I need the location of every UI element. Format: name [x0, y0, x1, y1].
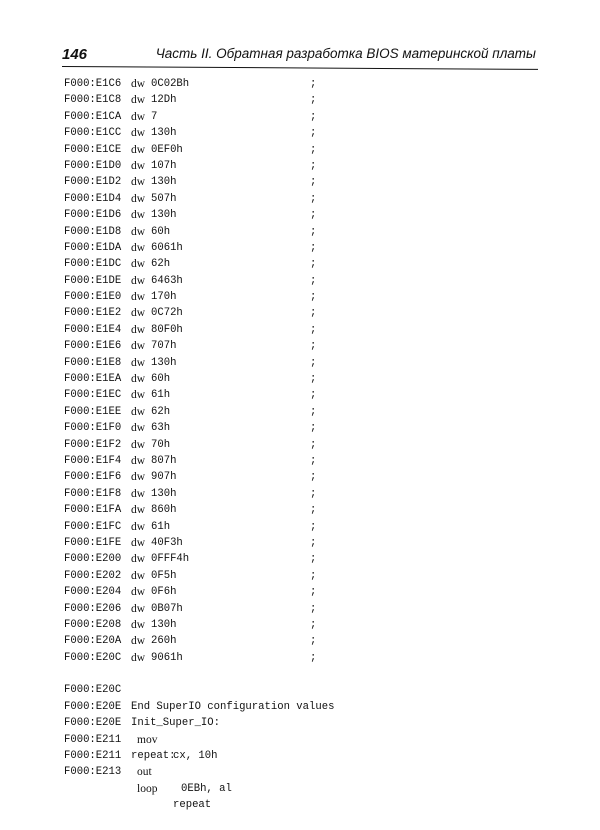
code-line [64, 486, 534, 502]
line-address: F000:E213 [64, 766, 122, 779]
line-argument: 130h [151, 127, 177, 140]
line-comment-mark: ; [310, 471, 317, 484]
line-comment-mark: ; [310, 209, 317, 222]
line-mnemonic: out [137, 766, 152, 779]
line-comment-mark: ; [310, 110, 317, 123]
code-line [64, 76, 534, 92]
line-argument: 860h [151, 504, 177, 517]
line-mnemonic: mov [137, 733, 158, 746]
line-opcode: dw [131, 405, 146, 418]
line-address: F000:E1E2 [64, 307, 122, 320]
line-opcode: dw [131, 504, 146, 517]
line-address: F000:E1FC [64, 520, 122, 533]
code-line [64, 437, 534, 453]
line-comment-mark: ; [310, 225, 317, 238]
line-opcode: dw [131, 78, 146, 90]
line-address: F000:E202 [64, 569, 122, 582]
code-line [64, 207, 534, 223]
line-opcode: dw [131, 159, 146, 172]
line-operand: 0EBh, al [181, 782, 232, 795]
line-comment-mark: ; [310, 373, 317, 386]
line-opcode: dw [131, 373, 146, 386]
line-comment-mark: ; [310, 422, 317, 435]
line-address: F000:E20A [64, 635, 122, 648]
line-operand: repeat [173, 799, 212, 812]
line-comment-mark: ; [310, 405, 317, 418]
code-line [64, 256, 534, 272]
line-address: F000:E1E4 [64, 323, 122, 336]
line-argument: 61h [151, 520, 171, 533]
line-argument: 6061h [151, 241, 183, 254]
code-line [64, 289, 534, 305]
line-opcode: dw [131, 356, 146, 369]
line-argument: 61h [151, 389, 171, 402]
line-address: F000:E200 [64, 553, 122, 566]
line-argument: 807h [151, 454, 177, 467]
line-opcode: dw [131, 307, 146, 320]
line-opcode: dw [131, 258, 146, 271]
line-argument: 907h [151, 471, 177, 484]
line-comment-mark: ; [310, 159, 317, 172]
line-comment-mark: ; [310, 127, 317, 140]
line-label: repeat: [131, 750, 176, 763]
line-address: F000:E211 [64, 750, 122, 763]
line-argument: 707h [151, 340, 177, 353]
line-address: F000:E1E0 [64, 291, 122, 304]
line-comment-mark: ; [310, 291, 317, 304]
line-comment-mark: ; [310, 340, 317, 353]
line-opcode: dw [131, 94, 146, 107]
code-line [64, 551, 534, 567]
line-opcode: dw [131, 422, 146, 435]
line-comment-mark: ; [310, 487, 317, 500]
code-line [64, 650, 534, 666]
line-comment-mark: ; [310, 356, 317, 369]
line-argument: 70h [151, 438, 171, 451]
line-argument: 170h [151, 291, 177, 304]
line-comment-mark: ; [310, 78, 317, 90]
line-comment-mark: ; [310, 553, 317, 566]
line-opcode: dw [131, 438, 146, 451]
line-opcode: dw [131, 274, 146, 287]
code-line [64, 109, 534, 125]
line-comment-mark: ; [310, 323, 317, 336]
line-address: F000:E1D4 [64, 192, 122, 205]
line-address: F000:E1FA [64, 504, 122, 517]
line-argument: 62h [151, 258, 171, 271]
line-argument: 0C02Bh [151, 78, 190, 90]
line-address: F000:E1EE [64, 405, 122, 418]
line-opcode: dw [131, 520, 146, 533]
line-mnemonic: loop [137, 782, 158, 795]
line-opcode: dw [131, 241, 146, 254]
code-line [64, 338, 534, 354]
line-address: F000:E1CE [64, 143, 122, 156]
line-operand: cx, 10h [173, 750, 218, 763]
line-comment-mark: ; [310, 520, 317, 533]
line-opcode: dw [131, 192, 146, 205]
line-comment-mark: ; [310, 438, 317, 451]
line-address: F000:E1C8 [64, 94, 122, 107]
line-address: F000:E1E6 [64, 340, 122, 353]
line-address: F000:E1F0 [64, 422, 122, 435]
line-address: F000:E208 [64, 618, 122, 631]
line-opcode: dw [131, 323, 146, 336]
line-opcode: dw [131, 487, 146, 500]
line-opcode: dw [131, 569, 146, 582]
line-argument: 107h [151, 159, 177, 172]
code-line [64, 453, 534, 469]
code-line [64, 601, 534, 617]
code-line [64, 125, 534, 141]
line-opcode: dw [131, 618, 146, 631]
code-line [64, 404, 534, 420]
line-comment-mark: ; [310, 94, 317, 107]
line-opcode: dw [131, 536, 146, 549]
line-address: F000:E1DE [64, 274, 122, 287]
line-argument: 0C72h [151, 307, 183, 320]
line-argument: 0F5h [151, 569, 177, 582]
line-address: F000:E20E [64, 717, 122, 730]
line-argument: 130h [151, 487, 177, 500]
line-comment-mark: ; [310, 454, 317, 467]
line-argument: 62h [151, 405, 171, 418]
line-argument: 507h [151, 192, 177, 205]
line-comment-mark: ; [310, 258, 317, 271]
page-number: 146 [62, 46, 88, 63]
line-opcode: dw [131, 651, 146, 664]
line-address: F000:E20C [64, 651, 122, 664]
code-line [64, 355, 534, 371]
line-comment-mark: ; [310, 536, 317, 549]
line-opcode: dw [131, 110, 146, 123]
line-address: F000:E1E8 [64, 356, 122, 369]
code-line [64, 191, 534, 207]
line-comment-mark: ; [310, 635, 317, 648]
line-argument: 80F0h [151, 323, 183, 336]
code-line [64, 568, 534, 584]
line-opcode: dw [131, 340, 146, 353]
line-opcode: dw [131, 635, 146, 648]
line-argument: 130h [151, 209, 177, 222]
line-opcode: dw [131, 586, 146, 599]
line-opcode: dw [131, 454, 146, 467]
line-opcode: dw [131, 176, 146, 189]
line-address: F000:E1F8 [64, 487, 122, 500]
line-address: F000:E1D8 [64, 225, 122, 238]
code-line [64, 174, 534, 190]
code-line [64, 142, 534, 158]
dw-table [64, 76, 534, 666]
line-comment-mark: ; [310, 143, 317, 156]
line-argument: 0FFF4h [151, 553, 190, 566]
line-opcode: dw [131, 143, 146, 156]
code-line [64, 535, 534, 551]
code-line [64, 633, 534, 649]
line-address: F000:E206 [64, 602, 122, 615]
line-address: F000:E1EA [64, 373, 122, 386]
line-comment-mark: ; [310, 602, 317, 615]
line-argument: 40F3h [151, 536, 183, 549]
line-argument: 60h [151, 225, 171, 238]
code-listing [64, 76, 534, 812]
page-header [62, 42, 536, 68]
line-address: F000:E1C6 [64, 78, 122, 90]
line-opcode: dw [131, 602, 146, 615]
line-argument: 130h [151, 356, 177, 369]
line-address: F000:E1EC [64, 389, 122, 402]
code-line [64, 519, 534, 535]
line-argument: 130h [151, 618, 177, 631]
line-argument: 6463h [151, 274, 183, 287]
line-address: F000:E1CC [64, 127, 122, 140]
code-line [64, 502, 534, 518]
line-address: F000:E1F2 [64, 438, 122, 451]
code-line [64, 584, 534, 600]
line-comment-mark: ; [310, 569, 317, 582]
line-comment-mark: ; [310, 274, 317, 287]
line-address: F000:E1FE [64, 536, 122, 549]
line-opcode: dw [131, 127, 146, 140]
code-line [64, 305, 534, 321]
line-opcode: dw [131, 553, 146, 566]
line-argument: 60h [151, 373, 171, 386]
line-argument: 0B07h [151, 602, 183, 615]
line-argument: 0F6h [151, 586, 177, 599]
code-line [64, 387, 534, 403]
line-address: F000:E204 [64, 586, 122, 599]
running-title: Часть II. Обратная разработка BIOS материнской платы [155, 46, 536, 61]
code-line [64, 92, 534, 108]
line-argument: 9061h [151, 651, 183, 664]
line-text: End SuperIO configuration values [131, 700, 335, 713]
line-address: F000:E1D0 [64, 159, 122, 172]
line-address: F000:E1F6 [64, 471, 122, 484]
line-address: F000:E1CA [64, 110, 122, 123]
code-line [64, 469, 534, 485]
line-address: F000:E20C [64, 684, 122, 697]
code-line [64, 371, 534, 387]
line-comment-mark: ; [310, 176, 317, 189]
code-line [64, 322, 534, 338]
line-address: F000:E1D2 [64, 176, 122, 189]
line-comment-mark: ; [310, 307, 317, 320]
line-comment-mark: ; [310, 389, 317, 402]
line-opcode: dw [131, 471, 146, 484]
code-line [64, 158, 534, 174]
line-comment-mark: ; [310, 651, 317, 664]
line-opcode: dw [131, 225, 146, 238]
line-comment-mark: ; [310, 618, 317, 631]
line-comment-mark: ; [310, 241, 317, 254]
line-address: F000:E211 [64, 733, 122, 746]
line-opcode: dw [131, 209, 146, 222]
line-comment-mark: ; [310, 192, 317, 205]
line-address: F000:E1DC [64, 258, 122, 271]
code-line [64, 420, 534, 436]
line-opcode: dw [131, 291, 146, 304]
line-argument: 130h [151, 176, 177, 189]
line-address: F000:E20E [64, 700, 122, 713]
line-label: Init_Super_IO: [131, 717, 221, 730]
line-argument: 12Dh [151, 94, 177, 107]
code-line [64, 224, 534, 240]
code-line [64, 240, 534, 256]
line-argument: 260h [151, 635, 177, 648]
line-argument: 7 [151, 110, 158, 123]
line-opcode: dw [131, 389, 146, 402]
line-comment-mark: ; [310, 586, 317, 599]
line-argument: 63h [151, 422, 171, 435]
line-comment-mark: ; [310, 504, 317, 517]
line-address: F000:E1DA [64, 241, 122, 254]
code-line [64, 273, 534, 289]
line-address: F000:E1F4 [64, 454, 122, 467]
line-argument: 0EF0h [151, 143, 183, 156]
code-line [64, 617, 534, 633]
line-address: F000:E1D6 [64, 209, 122, 222]
